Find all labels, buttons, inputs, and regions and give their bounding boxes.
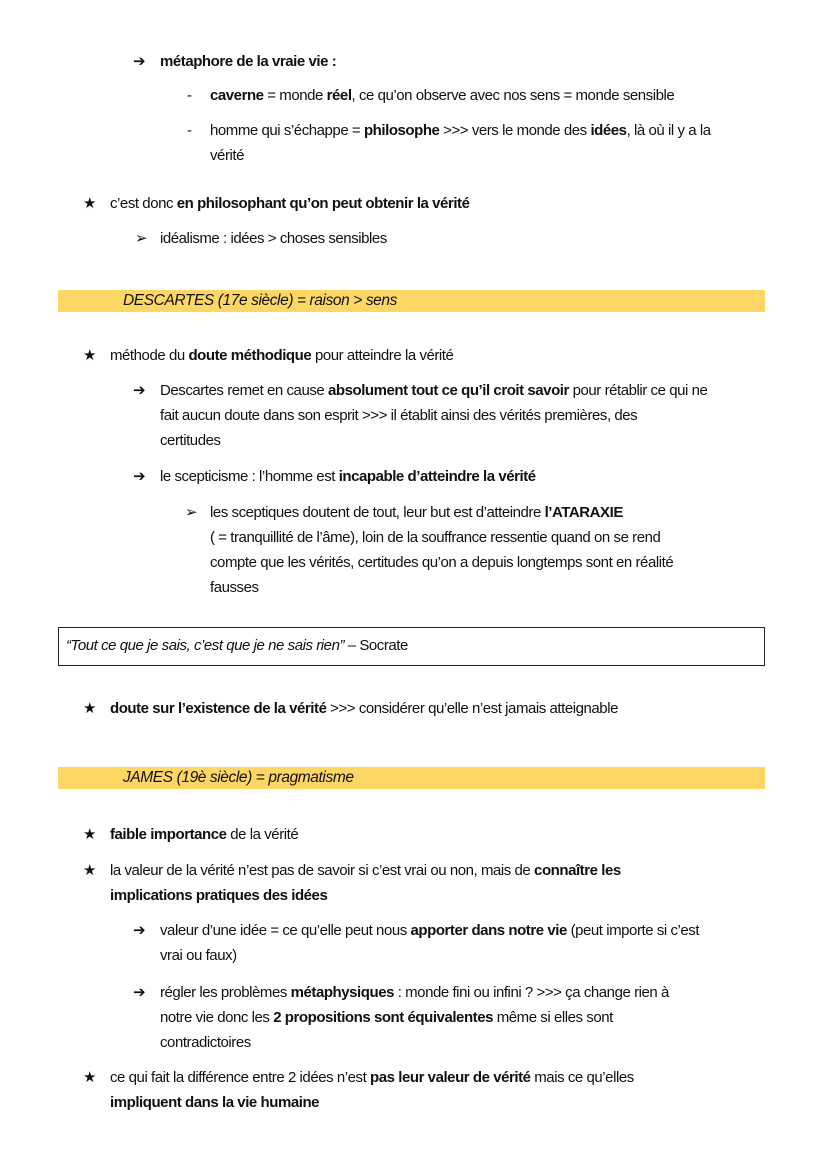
text-line (210, 146, 244, 166)
text-line (210, 528, 660, 548)
text-line (160, 921, 699, 941)
star-bullet-icon: ★ (83, 195, 97, 212)
bold-text: connaître les (534, 862, 621, 879)
text-line (110, 194, 469, 214)
text: contradictoires (160, 1034, 251, 1051)
dash-bullet-icon: - (187, 122, 192, 139)
bold-text: philosophe (363, 122, 440, 139)
arrow-bullet-icon: ➔ (133, 53, 146, 70)
text: pour atteindre la vérité (311, 347, 454, 364)
text: le scepticisme : l’homme est (160, 468, 339, 485)
text: compte que les vérités, certitudes qu’on a depuis longtemps sont en réalité (210, 554, 674, 571)
text-line (210, 121, 711, 141)
text: homme qui s’échappe = (210, 122, 364, 139)
text: la valeur de la vérité n’est pas de savoir si c’est vrai ou non, mais de (110, 862, 535, 879)
text: méthode du (110, 347, 189, 364)
text-line (210, 503, 623, 523)
quote-box (58, 627, 765, 666)
triangle-bullet-icon: ➢ (135, 230, 148, 247)
text-line (110, 699, 618, 719)
bold-text: doute sur l’existence de la vérité (110, 700, 327, 717)
text-line (110, 825, 298, 845)
text: vérité (210, 147, 244, 164)
text-line (160, 983, 669, 1003)
arrow-bullet-icon: ➔ (133, 468, 146, 485)
quote-text: “Tout ce que je sais, c’est que je ne sais rien” (66, 637, 345, 654)
section-heading-james (58, 767, 765, 789)
star-bullet-icon: ★ (83, 826, 97, 843)
text-line (160, 1008, 613, 1028)
text-line (210, 86, 674, 106)
text-line (160, 52, 336, 72)
text: >>> considérer qu’elle n’est jamais atteignable (326, 700, 618, 717)
bold-text: absolument tout ce qu’il croit savoir (328, 382, 569, 399)
dash-bullet-icon: - (187, 87, 192, 104)
text: régler les problèmes (160, 984, 291, 1001)
bold-text: implications pratiques des idées (110, 887, 328, 904)
text-line (210, 553, 673, 573)
text: certitudes (160, 432, 221, 449)
text: c’est donc (110, 195, 177, 212)
text: valeur d’une idée = ce qu’elle peut nous (160, 922, 411, 939)
text: mais ce qu’elles (530, 1069, 634, 1086)
text: (peut importe si c’est (566, 922, 700, 939)
text-line (160, 946, 237, 966)
text-line (110, 1093, 319, 1113)
arrow-bullet-icon: ➔ (133, 984, 146, 1001)
star-bullet-icon: ★ (83, 700, 97, 717)
text: : monde fini ou infini ? >>> ça change rien à (393, 984, 669, 1001)
section-heading-descartes (58, 290, 765, 312)
bold-text: incapable d’atteindre la vérité (338, 468, 536, 485)
text-line (160, 406, 637, 426)
bold-text: réel (326, 87, 352, 104)
text: même si elles sont (493, 1009, 613, 1026)
star-bullet-icon: ★ (83, 862, 97, 879)
star-bullet-icon: ★ (83, 347, 97, 364)
text: de la vérité (226, 826, 299, 843)
text-line (210, 578, 259, 598)
text-line (110, 346, 453, 366)
text-line (110, 861, 621, 881)
text: Descartes remet en cause (160, 382, 328, 399)
bold-text: apporter dans notre vie (410, 922, 567, 939)
text: vrai ou faux) (160, 947, 237, 964)
bold-text: métaphore de la vraie vie : (160, 53, 337, 70)
bold-text: métaphysiques (290, 984, 394, 1001)
star-bullet-icon: ★ (83, 1069, 97, 1086)
text: , ce qu’on observe avec nos sens = monde sensible (351, 87, 675, 104)
arrow-bullet-icon: ➔ (133, 922, 146, 939)
bold-text: idées (590, 122, 627, 139)
heading-text: JAMES (19è siècle) = pragmatisme (123, 769, 354, 786)
text: >>> vers le monde des (439, 122, 591, 139)
bold-text: pas leur valeur de vérité (370, 1069, 531, 1086)
bold-text: impliquent dans la vie humaine (110, 1094, 320, 1111)
text-line (160, 381, 707, 401)
bold-text: l’ATARAXIE (544, 504, 623, 521)
text: idéalisme : idées > choses sensibles (160, 230, 387, 247)
text-line (160, 229, 387, 249)
text: = monde (263, 87, 327, 104)
bold-text: doute méthodique (188, 347, 312, 364)
text: fausses (210, 579, 259, 596)
triangle-bullet-icon: ➢ (185, 504, 198, 521)
text-line (160, 431, 221, 451)
bold-text: faible importance (110, 826, 227, 843)
text-line (160, 467, 536, 487)
quote-author: – Socrate (344, 637, 408, 654)
text: , là où il y a la (626, 122, 711, 139)
text: pour rétablir ce qui ne (568, 382, 708, 399)
bold-text: en philosophant qu’on peut obtenir la vérité (176, 195, 470, 212)
bold-text: 2 propositions sont équivalentes (273, 1009, 493, 1026)
text-line (160, 1033, 251, 1053)
text: ce qui fait la différence entre 2 idées n’est (110, 1069, 371, 1086)
arrow-bullet-icon: ➔ (133, 382, 146, 399)
text-line (110, 1068, 634, 1088)
bold-text: caverne (210, 87, 264, 104)
heading-text: DESCARTES (17e siècle) = raison > sens (123, 292, 397, 309)
text: fait aucun doute dans son esprit >>> il établit ainsi des vérités premières, des (160, 407, 638, 424)
text-line (110, 886, 327, 906)
text: notre vie donc les (160, 1009, 274, 1026)
text: les sceptiques doutent de tout, leur but est d’atteindre (210, 504, 545, 521)
text: ( = tranquillité de l’âme), loin de la souffrance ressentie quand on se rend (210, 529, 661, 546)
